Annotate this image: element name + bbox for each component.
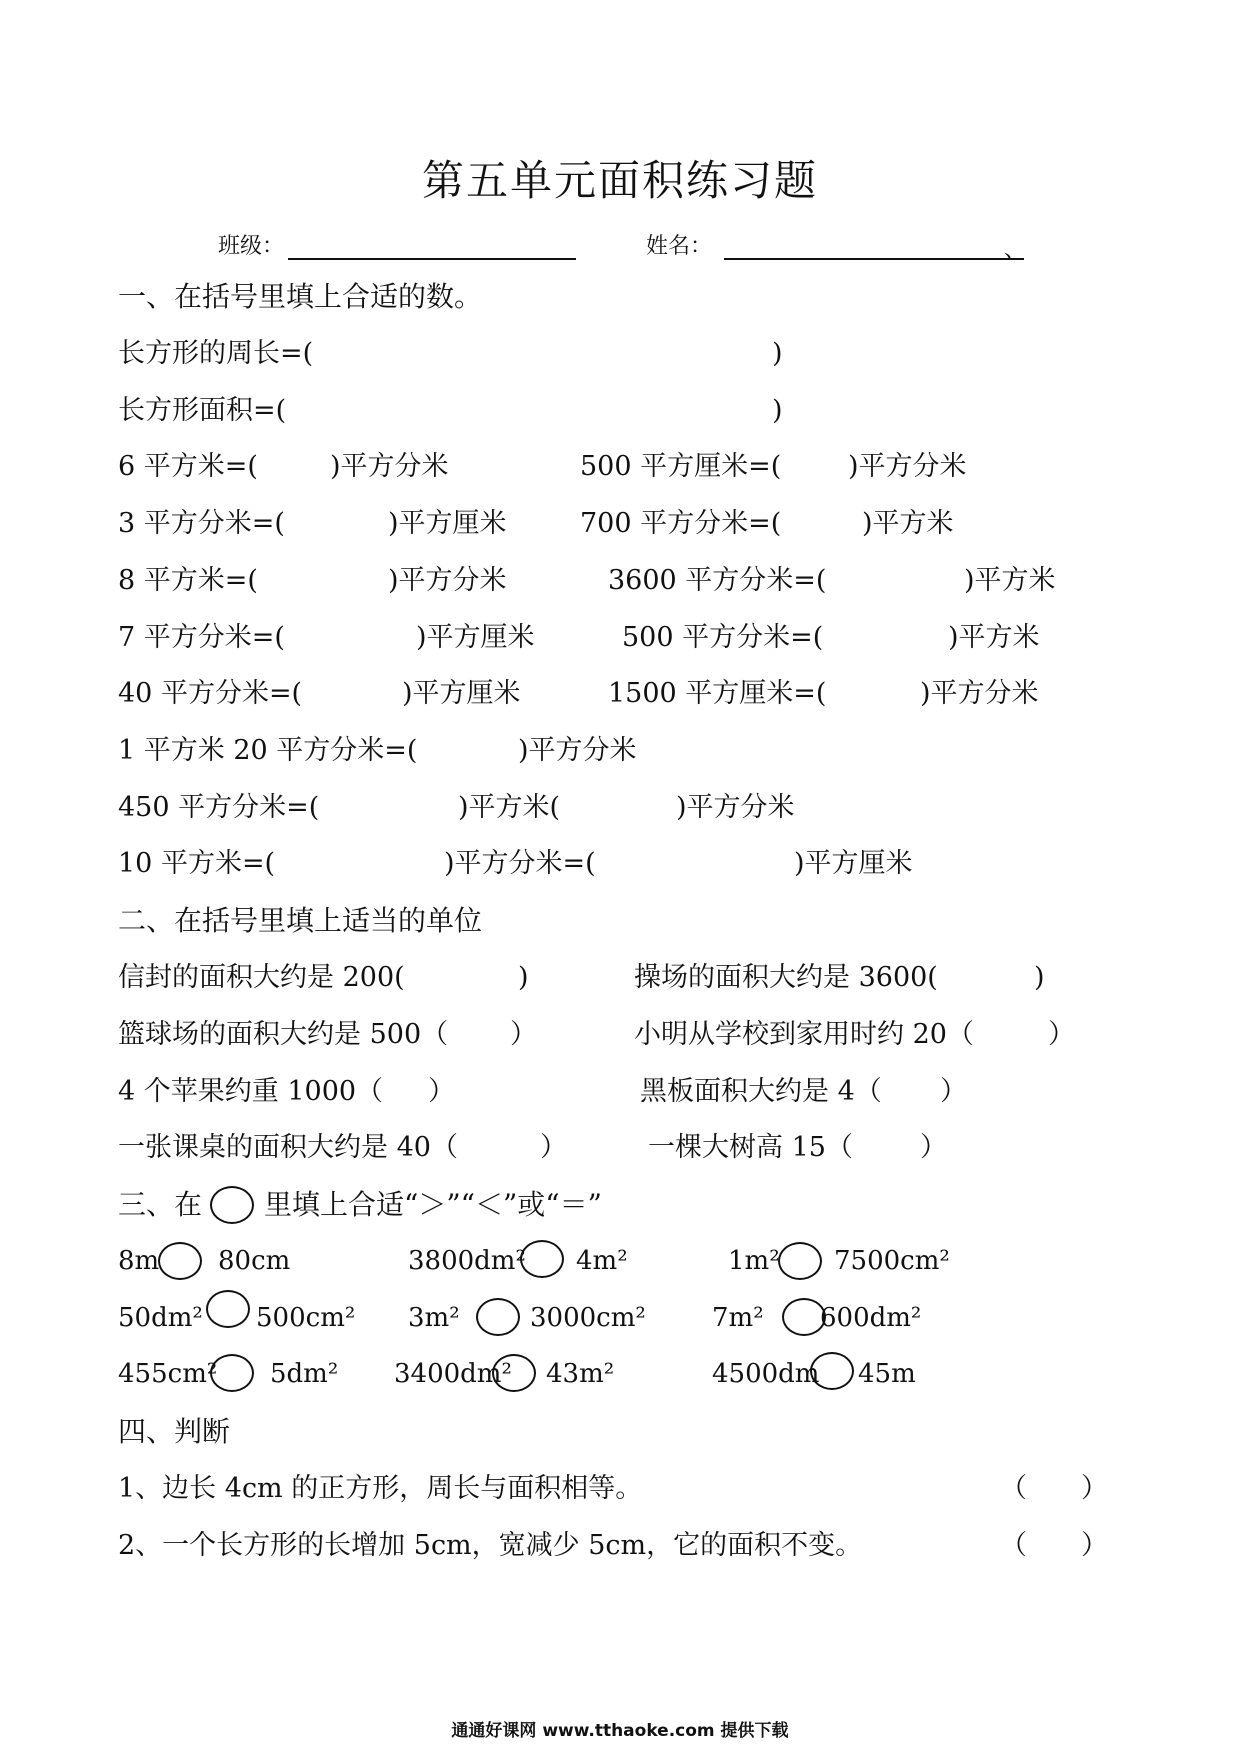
trailing-mark: 、: [1004, 238, 1027, 263]
question-unit: )平方分米: [848, 451, 967, 482]
answer-blank-close: ）: [540, 1132, 567, 1163]
compare-left: 1m²: [728, 1246, 780, 1276]
question-unit: )平方分米: [518, 735, 637, 766]
question-item: 长方形面积=(: [118, 395, 287, 426]
question-item: 40 平方分米=(: [118, 678, 303, 709]
section3-heading: 三、在: [118, 1188, 203, 1221]
judgment-item: 1、边长 4cm 的正方形，周长与面积相等。: [118, 1473, 643, 1504]
comparison-circle[interactable]: [210, 1354, 254, 1392]
compare-left: 50dm²: [118, 1303, 203, 1333]
question-unit: )平方分米: [676, 792, 795, 823]
comparison-circle[interactable]: [778, 1242, 822, 1280]
question-item: 500 平方厘米=(: [580, 451, 782, 482]
question-unit: )平方厘米: [402, 678, 521, 709]
section1-heading: 一、在括号里填上合适的数。: [118, 280, 483, 313]
question-unit: )平方米: [862, 508, 954, 539]
question-item: 一张课桌的面积大约是 40（: [118, 1132, 458, 1163]
compare-right: 4m²: [576, 1246, 628, 1276]
answer-blank-close: ）: [510, 1019, 537, 1050]
compare-right: 7500cm²: [834, 1246, 950, 1276]
page-title: 第五单元面积练习题: [421, 156, 818, 205]
footer-source: 通通好课网 www.tthaoke.com 提供下载: [451, 1721, 789, 1741]
compare-left: 3400dm²: [394, 1359, 512, 1389]
question-unit: )平方米(: [458, 792, 561, 823]
question-item: 1 平方米 20 平方分米=(: [118, 735, 418, 766]
question-item: 信封的面积大约是 200(: [118, 962, 405, 993]
question-item: 长方形的周长=(: [118, 338, 314, 369]
comparison-circle[interactable]: [476, 1298, 520, 1336]
question-item: 500 平方分米=(: [622, 622, 824, 653]
compare-right: 3000cm²: [530, 1303, 646, 1333]
question-item: 700 平方分米=(: [580, 508, 782, 539]
answer-blank-close: ）: [940, 1076, 967, 1107]
question-unit: )平方米: [964, 565, 1056, 596]
answer-blank-close: ）: [920, 1132, 947, 1163]
comparison-circle[interactable]: [492, 1354, 536, 1392]
answer-blank-close: ): [1034, 962, 1045, 993]
question-item: 4 个苹果约重 1000（: [118, 1076, 384, 1107]
question-item: 篮球场的面积大约是 500（: [118, 1019, 449, 1050]
comparison-circle[interactable]: [206, 1290, 250, 1328]
name-field-line[interactable]: [724, 258, 1024, 260]
compare-left: 4500dm: [712, 1359, 820, 1389]
answer-blank-close: ）: [1048, 1019, 1075, 1050]
question-item: 3 平方分米=(: [118, 508, 285, 539]
judgment-answer-blank[interactable]: （ ）: [1000, 1530, 1108, 1561]
compare-left: 3800dm²: [408, 1246, 526, 1276]
answer-blank-close: ): [772, 395, 783, 426]
answer-blank-close: ）: [428, 1076, 455, 1107]
question-item: 一棵大树高 15（: [648, 1132, 853, 1163]
question-unit: )平方厘米: [416, 622, 535, 653]
question-item: 1500 平方厘米=(: [608, 678, 827, 709]
class-label: 班级：: [218, 234, 285, 259]
comparison-circle[interactable]: [158, 1242, 202, 1280]
compare-right: 45m: [858, 1359, 916, 1389]
question-item: 10 平方米=(: [118, 848, 276, 879]
question-item: 8 平方米=(: [118, 565, 258, 596]
compare-right: 500cm²: [256, 1303, 356, 1333]
comparison-circle[interactable]: [810, 1352, 854, 1390]
question-unit: )平方分米: [388, 565, 507, 596]
name-label: 姓名：: [646, 234, 713, 259]
compare-right: 5dm²: [270, 1359, 339, 1389]
answer-blank-close: ): [518, 962, 529, 993]
question-item: 3600 平方分米=(: [608, 565, 827, 596]
compare-left: 3m²: [408, 1303, 460, 1333]
question-unit: )平方分米=(: [444, 848, 596, 879]
section2-heading: 二、在括号里填上适当的单位: [118, 904, 483, 937]
compare-left: 455cm²: [118, 1359, 218, 1389]
question-item: 小明从学校到家用时约 20（: [634, 1019, 974, 1050]
comparison-circle[interactable]: [520, 1240, 564, 1278]
compare-right: 43m²: [546, 1359, 615, 1389]
question-unit: )平方分米: [330, 451, 449, 482]
judgment-answer-blank[interactable]: （ ）: [1000, 1473, 1108, 1504]
question-unit: )平方厘米: [794, 848, 913, 879]
question-unit: )平方厘米: [388, 508, 507, 539]
question-unit: )平方分米: [920, 678, 1039, 709]
question-item: 7 平方分米=(: [118, 622, 285, 653]
question-item: 450 平方分米=(: [118, 792, 320, 823]
compare-right: 600dm²: [820, 1303, 922, 1333]
compare-left: 8m: [118, 1246, 160, 1276]
section3-heading-rest: 里填上合适“＞”“＜”或“＝”: [264, 1188, 602, 1221]
question-item: 黑板面积大约是 4（: [640, 1076, 882, 1107]
comparison-circle-example: [210, 1186, 254, 1224]
question-unit: )平方米: [948, 622, 1040, 653]
question-item: 操场的面积大约是 3600(: [634, 962, 938, 993]
section4-heading: 四、判断: [118, 1415, 231, 1448]
compare-left: 7m²: [712, 1303, 764, 1333]
answer-blank-close: ): [772, 338, 783, 369]
compare-right: 80cm: [218, 1246, 291, 1276]
judgment-item: 2、一个长方形的长增加 5cm，宽减少 5cm，它的面积不变。: [118, 1530, 863, 1561]
question-item: 6 平方米=(: [118, 451, 258, 482]
class-field-line[interactable]: [288, 258, 576, 260]
